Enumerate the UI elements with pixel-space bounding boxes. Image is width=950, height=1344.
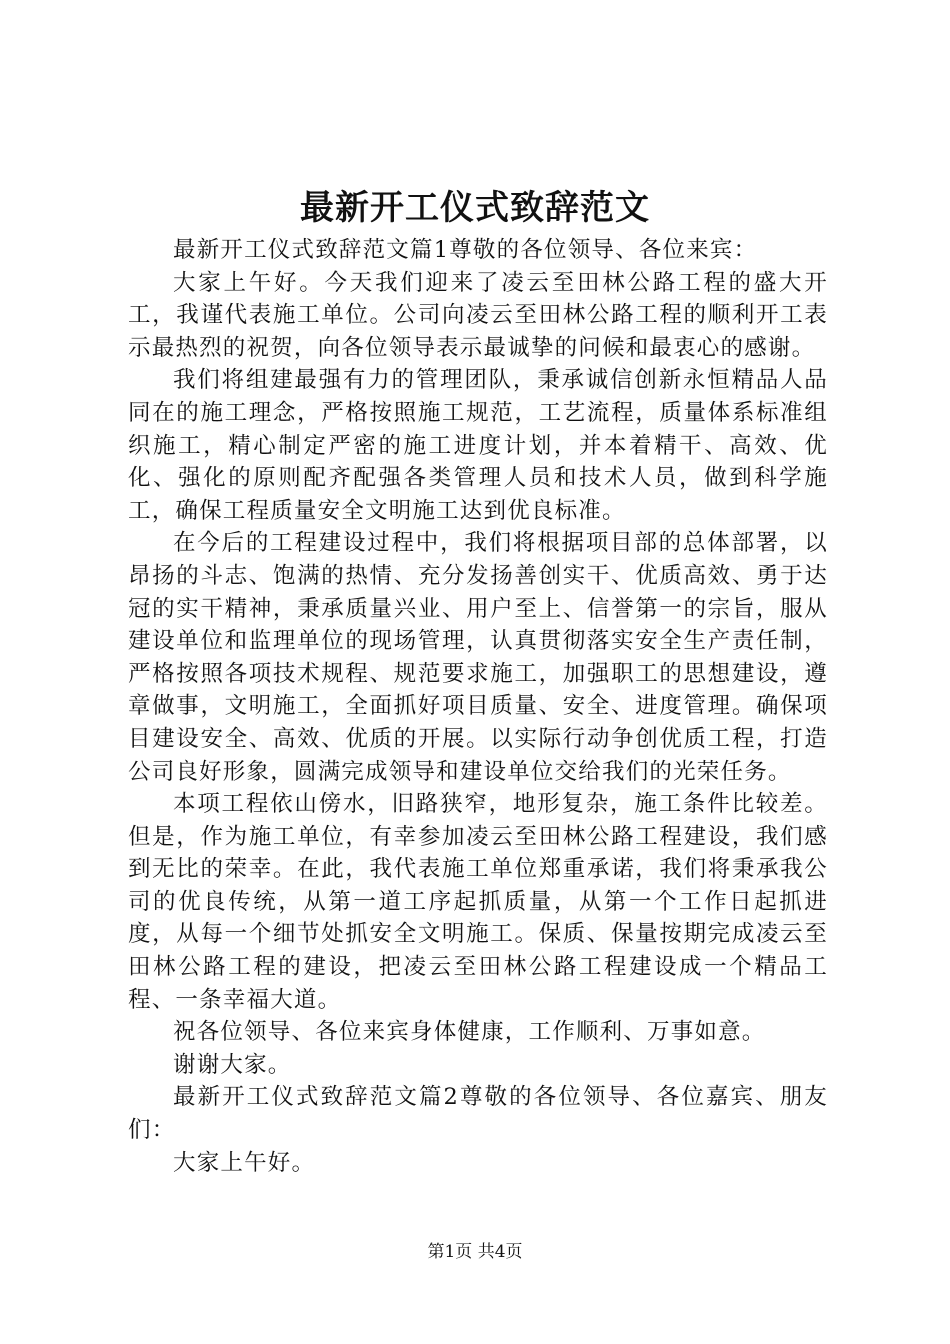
paragraph: 祝各位领导、各位来宾身体健康，工作顺利、万事如意。 <box>173 1019 766 1046</box>
paragraph: 大家上午好。 <box>173 1149 316 1176</box>
document-title: 最新开工仪式致辞范文 <box>300 188 650 228</box>
paragraph: 本项工程依山傍水，旧路狭窄，地形复杂，施工条件比较差。但是，作为施工单位，有幸参加凌云至田林公路工程建设，我们感到无比的荣幸。在此，我代表施工单位郑重承诺，我们将秉承我公司的优良传统，从第一道工序起抓质量，从第一个工作日起抓进度，从每一个细节处抓安全文明施工。保质、保量按期完成凌云至田林公路工程的建设，把凌云至田林公路工程建设成一个精品工程、一条幸福大道。 <box>128 791 828 1013</box>
paragraph: 最新开工仪式致辞范文篇1尊敬的各位领导、各位来宾： <box>173 237 758 263</box>
paragraph: 最新开工仪式致辞范文篇2尊敬的各位领导、各位嘉宾、朋友们： <box>128 1084 828 1144</box>
paragraph: 我们将组建最强有力的管理团队，秉承诚信创新永恒精品人品同在的施工理念，严格按照施工规范，工艺流程，质量体系标准组织施工，精心制定严密的施工进度计划，并本着精干、高效、优化、强化的原则配齐配强各类管理人员和技术人员，做到科学施工，确保工程质量安全文明施工达到优良标准。 <box>128 367 828 524</box>
document-body <box>128 234 828 1179</box>
paragraph: 谢谢大家。 <box>173 1051 292 1078</box>
paragraph: 在今后的工程建设过程中，我们将根据项目部的总体部署，以昂扬的斗志、饱满的热情、充分发扬善创实干、优质高效、勇于达冠的实干精神，秉承质量兴业、用户至上、信誉第一的宗旨，服从建设单位和监理单位的现场管理，认真贯彻落实安全生产责任制，严格按照各项技术规程、规范要求施工，加强职工的思想建设，遵章做事，文明施工，全面抓好项目质量、安全、进度管理。确保项目建设安全、高效、优质的开展。以实际行动争创优质工程，打造公司良好形象，圆满完成领导和建设单位交给我们的光荣任务。 <box>128 530 828 785</box>
page-footer: 第1页 共4页 <box>427 1242 523 1262</box>
paragraph: 大家上午好。今天我们迎来了凌云至田林公路工程的盛大开工，我谨代表施工单位。公司向凌云至田林公路工程的顺利开工表示最热烈的祝贺，向各位领导表示最诚挚的问候和最衷心的感谢。 <box>128 269 828 361</box>
